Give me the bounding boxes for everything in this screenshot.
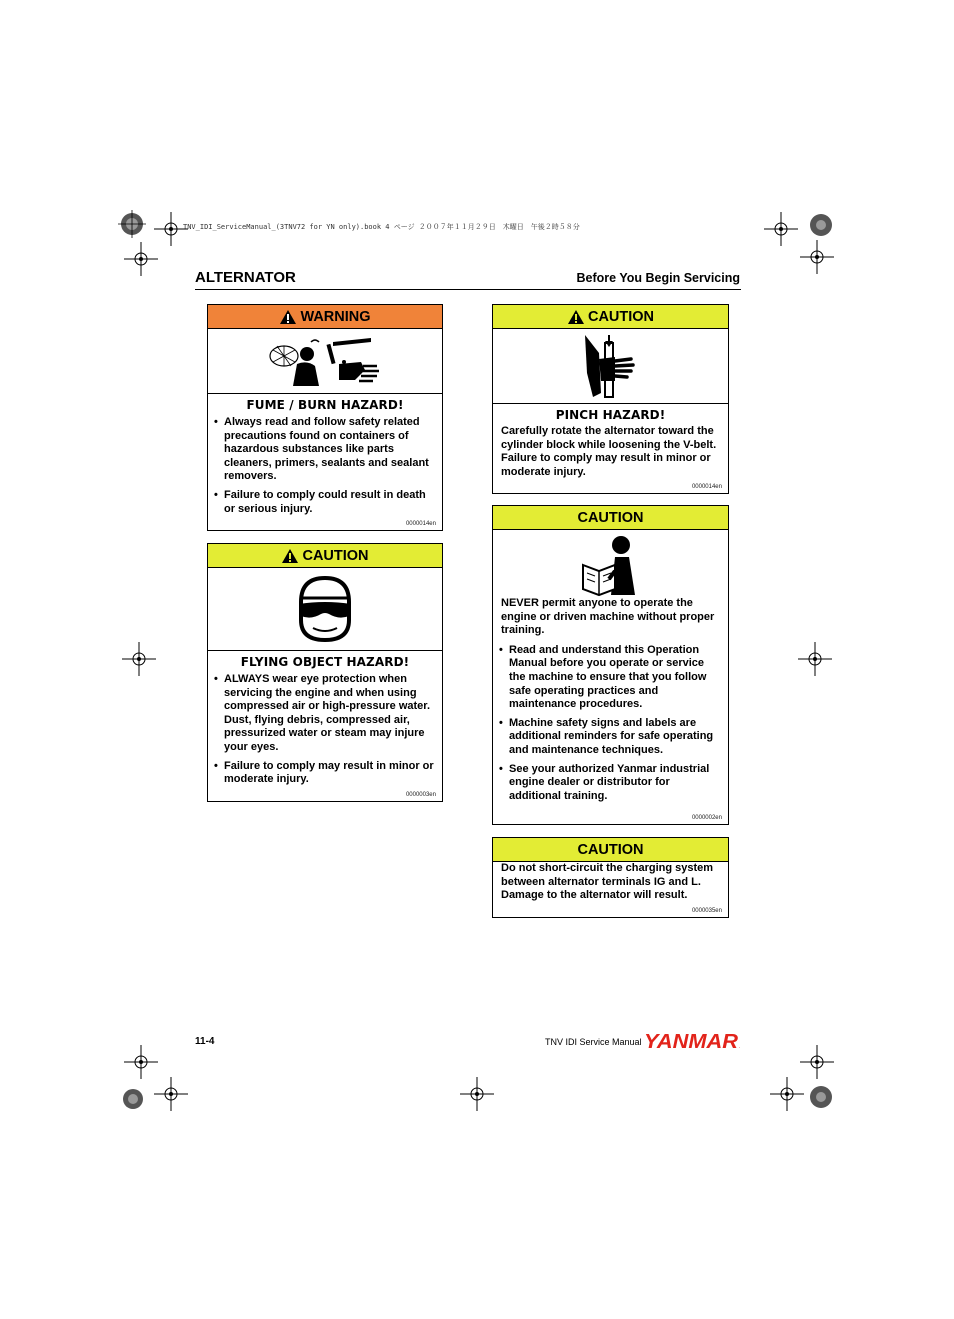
signal-word: CAUTION xyxy=(577,841,644,858)
training-caution-label xyxy=(492,505,729,825)
label-header xyxy=(493,506,728,530)
label-text: Do not short-circuit the charging system between alternator terminals IG and L. Damage to the alternator will result. xyxy=(501,862,714,902)
svg-text:YANMAR: YANMAR xyxy=(644,1031,739,1052)
label-header xyxy=(208,305,442,329)
hazard-title: FLYING OBJECT HAZARD! xyxy=(240,655,410,669)
fume-burn-pictogram xyxy=(269,336,381,386)
page-number: 11-4 xyxy=(195,1036,215,1047)
registration-mark-icon xyxy=(770,1077,804,1111)
bullet-list xyxy=(208,673,442,787)
signal-word: CAUTION xyxy=(587,308,655,325)
label-code: 0000014en xyxy=(691,484,722,490)
short-circuit-caution-label xyxy=(492,837,729,918)
registration-mark-icon xyxy=(124,242,158,276)
flying-object-caution-label xyxy=(207,543,443,802)
registration-mark-icon xyxy=(124,1045,158,1079)
label-code: 0000003en xyxy=(405,792,436,798)
fume-burn-warning-label xyxy=(207,304,443,531)
pictogram-area xyxy=(493,329,728,404)
list-item: • Failure to comply could result in death or serious injury. xyxy=(224,489,436,516)
list-item: • Read and understand this Operation Manual before you operate or service the machine to ensure that you follow safe operating practices and maintenance procedures. xyxy=(509,644,722,712)
registration-mark-icon xyxy=(122,642,156,676)
list-item: • Failure to comply may result in minor or moderate injury. xyxy=(224,760,436,787)
manual-title: TNV IDI Service Manual xyxy=(545,1037,642,1047)
pictogram-area xyxy=(208,329,442,394)
registration-mark-icon xyxy=(154,1077,188,1111)
registration-mark-icon xyxy=(154,212,188,246)
warning-triangle-icon xyxy=(279,309,297,325)
label-header xyxy=(208,544,442,568)
registration-mark-icon xyxy=(764,212,798,246)
label-text: Carefully rotate the alternator toward the cylinder block while loosening the V-belt. Failure to comply may result in minor or moderate injury. xyxy=(501,425,717,478)
registration-mark-icon xyxy=(800,1045,834,1079)
registration-mark-icon xyxy=(806,210,836,240)
section-title: ALTERNATOR xyxy=(195,269,296,286)
pictogram-area xyxy=(493,530,728,601)
signal-word: WARNING xyxy=(300,308,371,325)
goggles-pictogram xyxy=(295,574,355,644)
label-header xyxy=(493,305,728,329)
bullet-list xyxy=(493,644,728,804)
signal-word: CAUTION xyxy=(302,547,369,564)
header-rule xyxy=(195,289,741,290)
reading-person-pictogram xyxy=(579,535,643,597)
label-code: 0000035en xyxy=(691,908,722,914)
warning-triangle-icon xyxy=(281,548,299,564)
warning-triangle-icon xyxy=(567,309,585,325)
label-code: 0000014en xyxy=(405,521,436,527)
registration-mark-icon xyxy=(460,1077,494,1111)
pinch-hand-pictogram xyxy=(581,333,641,399)
list-item: • Always read and follow safety related precautions found on containers of hazardous substances like parts cleaners, primers, sealants and sealant removers. xyxy=(224,416,436,484)
list-item: • ALWAYS wear eye protection when servicing the engine and when using compressed air or high-pressure water. Dust, flying debris, compressed air, pressurized water or steam may injure your eyes. xyxy=(224,673,436,755)
registration-mark-icon xyxy=(806,1082,836,1112)
pictogram-area xyxy=(208,568,442,651)
signal-word: CAUTION xyxy=(577,509,644,526)
label-text: NEVER permit anyone to operate the engine or driven machine without proper training. xyxy=(501,597,715,637)
registration-mark-icon xyxy=(118,1084,148,1114)
label-header xyxy=(493,838,728,862)
list-item: • Machine safety signs and labels are additional reminders for safe operating and maintenance techniques. xyxy=(509,717,722,758)
label-code: 0000002en xyxy=(691,815,722,821)
hazard-title: PINCH HAZARD! xyxy=(555,408,666,422)
section-subtitle: Before You Begin Servicing xyxy=(576,271,740,285)
bullet-list xyxy=(208,416,442,516)
svg-text:.: . xyxy=(739,1044,741,1050)
print-info: TNV_IDI_ServiceManual_(3TNV72 for YN only).book 4 ページ ２００７年１１月２９日 木曜日 午後２時５８分 xyxy=(183,223,580,231)
registration-mark-icon xyxy=(800,240,834,274)
pinch-caution-label xyxy=(492,304,729,494)
list-item: • See your authorized Yanmar industrial engine dealer or distributor for additional training. xyxy=(509,763,722,804)
registration-mark-icon xyxy=(798,642,832,676)
hazard-title: FUME / BURN HAZARD! xyxy=(246,398,404,412)
yanmar-logo xyxy=(644,1030,744,1052)
